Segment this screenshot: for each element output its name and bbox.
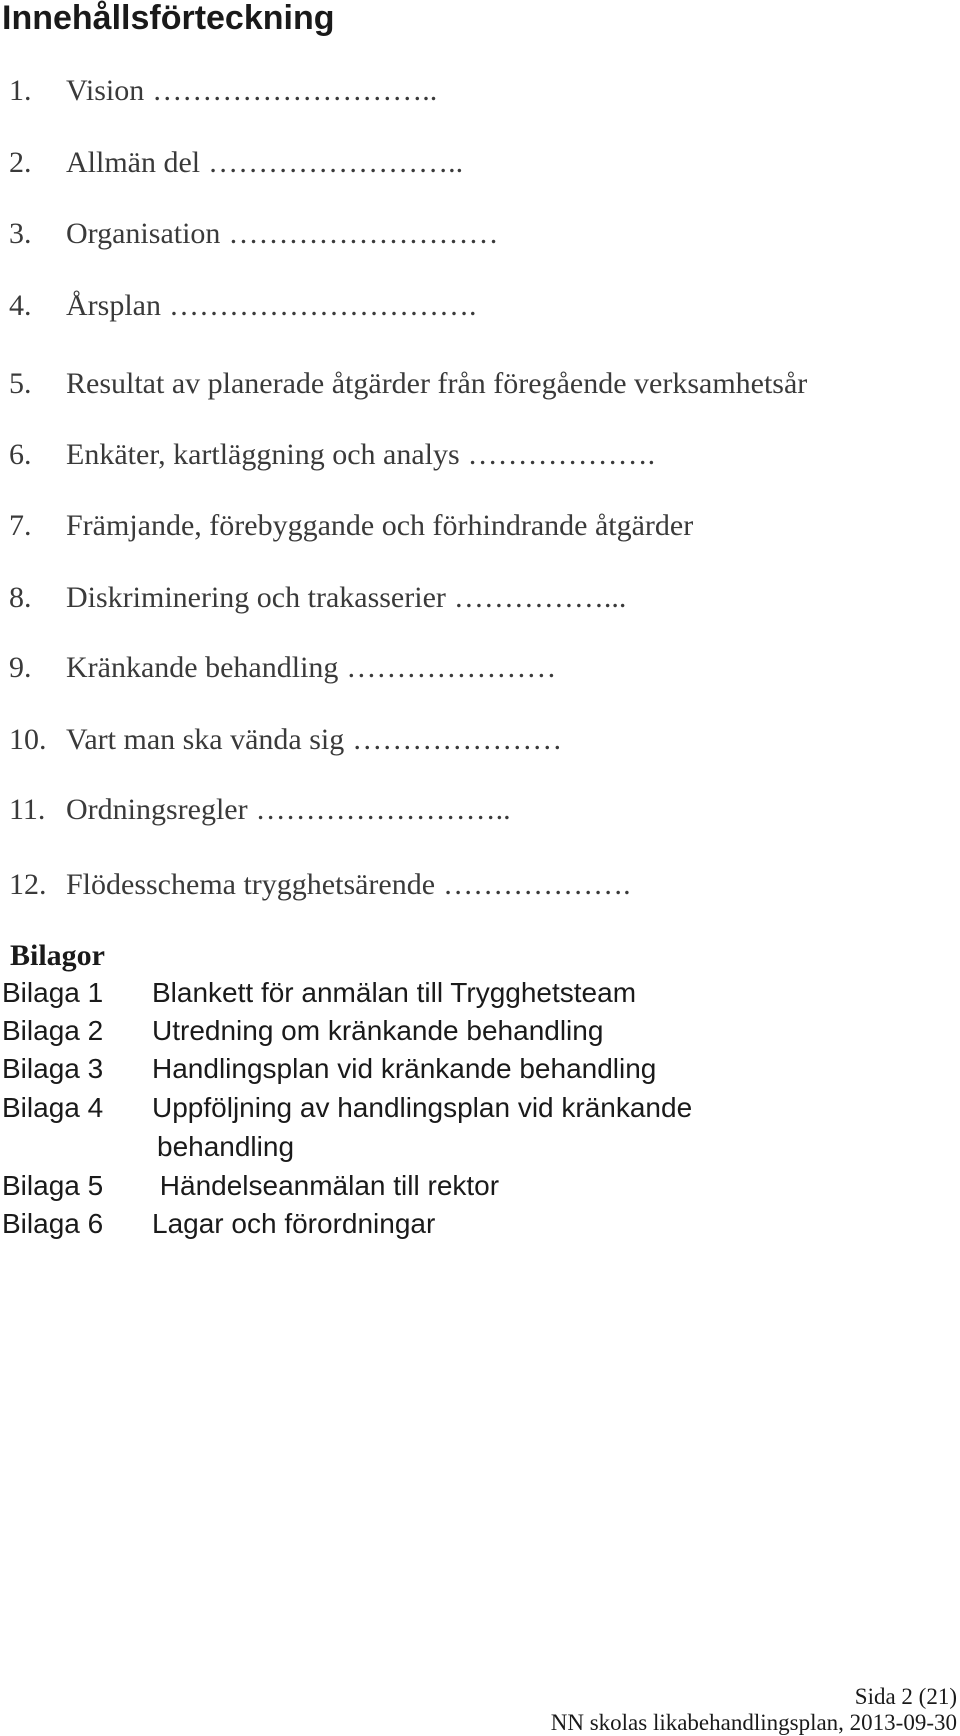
attachment-row[interactable] — [2, 976, 636, 1010]
toc-title: Vision — [66, 74, 145, 107]
attachment-row[interactable] — [2, 1207, 435, 1241]
attachment-title: Blankett för anmälan till Trygghetsteam — [152, 977, 637, 1008]
toc-number: 1. — [9, 74, 32, 107]
toc-leader: ……………... — [453, 581, 627, 614]
attachment-label: Bilaga 4 — [2, 1092, 104, 1123]
toc-number: 2. — [9, 146, 32, 179]
toc-entry-allman-del[interactable] — [9, 145, 463, 181]
toc-leader: …………………………. — [168, 289, 477, 322]
toc-number: 9. — [9, 651, 32, 684]
page-number: Sida 2 (21) — [854, 1684, 957, 1709]
attachment-title: Handlingsplan vid kränkande behandling — [152, 1053, 657, 1084]
toc-number: 11. — [9, 793, 46, 826]
attachment-title: Lagar och förordningar — [152, 1208, 436, 1239]
toc-leader: …………………….. — [255, 793, 511, 826]
attachment-title-continuation: behandling — [157, 1131, 295, 1162]
attachment-label: Bilaga 5 — [2, 1170, 104, 1201]
attachment-row[interactable] — [2, 1169, 499, 1203]
toc-title: Främjande, förebyggande och förhindrande åtgärder — [66, 509, 694, 542]
toc-title: Kränkande behandling — [66, 651, 339, 684]
toc-title: Resultat av planerade åtgärder från föregående verksamhetsår — [66, 367, 808, 400]
toc-title: Årsplan — [66, 289, 161, 322]
attachment-label: Bilaga 3 — [2, 1053, 104, 1084]
attachment-row[interactable] — [2, 1091, 692, 1125]
attachment-label: Bilaga 2 — [2, 1015, 104, 1046]
toc-entry-vision[interactable] — [9, 73, 437, 109]
toc-entry-arsplan[interactable] — [9, 288, 476, 324]
toc-leader: ………………. — [467, 438, 656, 471]
toc-number: 3. — [9, 217, 32, 250]
attachment-row[interactable] — [2, 1014, 603, 1048]
attachment-label: Bilaga 6 — [2, 1208, 104, 1239]
toc-leader: ……………………….. — [152, 74, 438, 107]
attachments-heading: Bilagor — [10, 939, 105, 972]
toc-entry-ordningsregler[interactable] — [9, 792, 511, 828]
attachment-row[interactable] — [2, 1052, 656, 1086]
toc-number: 7. — [9, 509, 32, 542]
document-footer: NN skolas likabehandlingsplan, 2013-09-30 — [550, 1710, 957, 1735]
attachment-title: Utredning om kränkande behandling — [152, 1015, 604, 1046]
toc-entry-flodesschema[interactable] — [9, 867, 631, 903]
attachment-title: Uppföljning av handlingsplan vid kränkande — [152, 1092, 693, 1123]
attachment-label: Bilaga 1 — [2, 977, 104, 1008]
toc-number: 12. — [9, 868, 47, 901]
toc-leader: ………………… — [352, 723, 563, 756]
toc-title: Enkäter, kartläggning och analys — [66, 438, 460, 471]
toc-entry-enkater[interactable] — [9, 437, 655, 473]
toc-leader: …………………….. — [208, 146, 464, 179]
toc-title: Organisation — [66, 217, 221, 250]
toc-number: 5. — [9, 367, 32, 400]
toc-title: Flödesschema trygghetsärende — [66, 868, 436, 901]
toc-entry-diskriminering[interactable] — [9, 580, 626, 616]
page-heading: Innehållsförteckning — [2, 0, 335, 37]
toc-number: 10. — [9, 723, 47, 756]
toc-number: 8. — [9, 581, 32, 614]
toc-leader: ………………… — [346, 651, 557, 684]
toc-title: Ordningsregler — [66, 793, 248, 826]
attachment-title: Händelseanmälan till rektor — [152, 1170, 500, 1201]
toc-entry-resultat[interactable] — [9, 366, 807, 402]
toc-entry-krankande[interactable] — [9, 650, 556, 686]
toc-title: Allmän del — [66, 146, 201, 179]
toc-number: 6. — [9, 438, 32, 471]
toc-title: Diskriminering och trakasserier — [66, 581, 446, 614]
toc-entry-framjande[interactable] — [9, 508, 693, 544]
toc-title: Vart man ska vända sig — [66, 723, 345, 756]
toc-leader: ……………………… — [228, 217, 499, 250]
toc-entry-vart-man[interactable] — [9, 722, 562, 758]
toc-leader: ………………. — [443, 868, 631, 901]
toc-entry-organisation[interactable] — [9, 216, 498, 252]
toc-number: 4. — [9, 289, 32, 322]
